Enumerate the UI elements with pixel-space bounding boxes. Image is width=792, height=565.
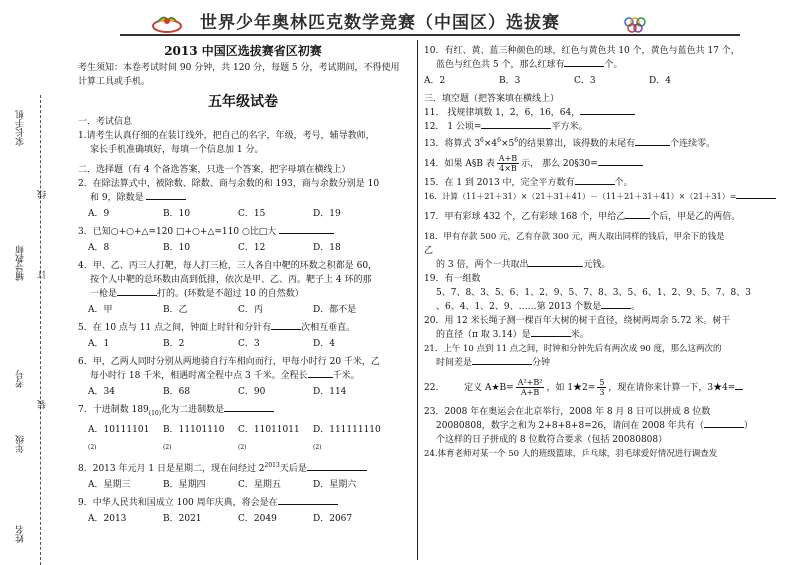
fraction: $\frac{\text{A²+B²}}{A+B}$ xyxy=(517,378,543,397)
option-c[interactable]: C．3 xyxy=(574,76,596,86)
question-9-line-1: 9．中华人民共和国成立 100 周年庆典，将会是在 xyxy=(78,496,408,510)
answer-blank[interactable] xyxy=(635,145,670,146)
question-8-options xyxy=(78,478,408,492)
paper-subtitle: 五年级试卷 xyxy=(208,94,278,110)
answer-blank[interactable] xyxy=(308,377,333,378)
option-c[interactable]: C．丙 xyxy=(238,305,263,315)
section-2-heading: 二．选择题（有 4 个备选答案，只选一个答案，把字母填在横线上） xyxy=(78,165,351,175)
option-b[interactable]: B．10 xyxy=(163,209,191,219)
binding-exam-number-label: 考号 xyxy=(16,370,26,388)
answer-blank[interactable] xyxy=(472,364,532,365)
question-4-line-1: 4．甲、乙、丙三人打靶，每人打三枪，三人各自中靶的环数之积都是 60， xyxy=(78,261,378,271)
option-a[interactable]: A．34 xyxy=(88,387,115,397)
answer-blank[interactable] xyxy=(601,308,631,309)
option-d[interactable]: D．19 xyxy=(313,209,341,219)
answer-blank[interactable] xyxy=(735,389,743,390)
answer-blank[interactable] xyxy=(580,114,635,115)
option-c[interactable]: C．$11011011_{(2)}$ xyxy=(238,424,300,451)
answer-blank[interactable] xyxy=(575,184,615,185)
option-d[interactable]: D．18 xyxy=(313,243,341,253)
option-a[interactable]: A．1 xyxy=(88,339,110,349)
question-17: 17．甲有彩球 432 个，乙有彩球 168 个，甲给乙 个后，甲是乙的两倍。 xyxy=(424,212,741,222)
question-13: 13．将算式 $3^6\times 4^6\times 5^6$的结果算出，该得数的末尾有 个连续零。 xyxy=(424,137,716,149)
question-12: 12． 1 公顷= 平方米。 xyxy=(424,122,588,132)
option-a[interactable]: A．2 xyxy=(424,76,446,86)
answer-blank[interactable] xyxy=(481,128,551,129)
option-a[interactable]: A．星期三 xyxy=(88,479,131,490)
binding-name-label: 姓名 xyxy=(16,525,26,543)
right-column xyxy=(424,44,762,560)
binding-teacher-label: 辅导教师 xyxy=(16,245,26,281)
option-c[interactable]: C．15 xyxy=(238,209,266,219)
question-18-line-2: 乙 xyxy=(424,246,434,256)
question-16: 16．计算（11＋21＋31）×（21＋31＋41）－（11＋21＋31＋41）×（21＋31）= xyxy=(424,190,762,204)
binding-order-label: 订 xyxy=(38,270,48,279)
question-18-line-1: 18．甲有存款 500 元，乙有存款 300 元，两人取出同样的钱后，甲余下的钱是 xyxy=(424,232,725,242)
info-line-1: 1.请考生认真仔细的在装订线外，把自己的名字，年级，考号，辅导教师， xyxy=(78,131,375,141)
answer-blank[interactable] xyxy=(564,66,604,67)
answer-blank[interactable] xyxy=(278,504,338,505)
question-10-line-1: 10．有红、黄、蓝三种颜色的球，红色与黄色共 10 个，黄色与蓝色共 17 个， xyxy=(424,46,740,56)
question-2-line-2: 和 9，除数是 xyxy=(78,191,408,205)
option-c[interactable]: C．3 xyxy=(238,339,260,349)
option-b[interactable]: B．2021 xyxy=(163,513,202,524)
section-1-heading: 一．考试信息 xyxy=(78,117,133,127)
binding-install-label: 装 xyxy=(38,400,48,409)
exam-title: 2013 中国区选拔赛省区初赛 xyxy=(164,44,322,58)
olympiad-logo-right-icon xyxy=(622,14,646,36)
option-d[interactable]: D．114 xyxy=(313,387,347,397)
fraction: $\frac{A+B}{4\times B}$ xyxy=(498,154,518,173)
question-10-options xyxy=(424,74,762,88)
option-c[interactable]: C．12 xyxy=(238,243,266,253)
question-19-line-2: 5、7、8、3、5、6、1、2、9、5、7、8、3、5、6、1、2、9、5、7、8、3 xyxy=(436,288,751,298)
question-7-line-1: 7．十进制数 $189_{(10)}$化为二进制数是 xyxy=(78,403,408,421)
answer-blank[interactable] xyxy=(279,233,334,234)
question-22: 22. 定义 A★B= $\frac{\text{A²+B²}}{A+B}$ ，如 1★2= $\frac{5}{3}$ ，现在请你来计算一下，3★4= xyxy=(424,378,762,397)
question-23-line-1: 23．2008 年在奥运会在北京举行，2008 年 8 月 8 日可以拼成 8 位数 xyxy=(424,407,711,417)
answer-blank[interactable] xyxy=(531,336,571,337)
notice-line-1: 考生须知：本卷考试时间 90 分钟，共 120 分，每题 5 分，考试期间，不得使用 xyxy=(78,63,400,73)
answer-blank[interactable] xyxy=(598,165,643,166)
question-6-line-1: 6．甲，乙两人同时分别从两地骑自行车相向而行，甲每小时行 20 千米，乙 xyxy=(78,357,380,367)
question-6-line-2: 每小时行 18 千米，相遇时离全程中点 3 千米。全程长 千米。 xyxy=(90,371,360,381)
option-d[interactable]: D．$111111110_{(2)}$ xyxy=(313,424,381,451)
answer-blank[interactable] xyxy=(528,266,583,267)
answer-blank[interactable] xyxy=(271,329,301,330)
option-a[interactable]: A．$10111101_{(2)}$ xyxy=(88,424,150,451)
question-23-line-3: 个这样的日子拼成的 8 位数符合要求（包括 20080808） xyxy=(436,435,668,445)
option-d[interactable]: D．4 xyxy=(649,76,671,86)
option-a[interactable]: A．9 xyxy=(88,209,110,219)
section-3-heading: 三．填空题（把答案填在横线上） xyxy=(424,94,560,104)
answer-blank[interactable] xyxy=(736,198,776,199)
option-d[interactable]: D．星期六 xyxy=(313,479,357,490)
question-6-options xyxy=(78,385,408,399)
option-b[interactable]: B．乙 xyxy=(163,305,188,315)
option-a[interactable]: A．甲 xyxy=(88,305,113,315)
option-a[interactable]: A．8 xyxy=(88,243,110,253)
option-c[interactable]: C．星期五 xyxy=(238,479,281,490)
option-a[interactable]: A．2013 xyxy=(88,513,127,524)
question-11: 11． 找规律填数 1，2，6，16，64， xyxy=(424,106,762,120)
notice-line-2: 计算工具或手机。 xyxy=(78,77,151,87)
question-10-line-2: 蓝色与红色共 5 个，那么红球有 个。 xyxy=(436,60,623,70)
option-b[interactable]: B．$11101110_{(2)}$ xyxy=(163,424,225,451)
option-d[interactable]: D．2067 xyxy=(313,513,353,524)
question-20-line-1: 20．用 12 米长绳子测一棵百年大树的树干直径，绕树两周余 5.72 米。树干 xyxy=(424,316,731,326)
answer-blank[interactable] xyxy=(704,427,744,428)
option-b[interactable]: B．2 xyxy=(163,339,185,349)
question-3-options xyxy=(78,241,408,255)
question-15: 15．在 1 到 2013 中，完全平方数有 个。 xyxy=(424,178,633,188)
header-title: 世界少年奥林匹克数学竞赛（中国区）选拔赛 xyxy=(200,13,560,33)
question-19-line-1: 19．有一组数 xyxy=(424,274,481,284)
question-7-options xyxy=(78,423,408,455)
option-b[interactable]: B．3 xyxy=(499,76,521,86)
question-4-line-3: 一枪是 打的。(环数是不超过 10 的自然数） xyxy=(90,289,304,299)
question-19-line-3: 、6、4、1、2、9、……第 2013 个数是 。 xyxy=(436,302,641,312)
question-14: 14．如果 A§B 表 $\frac{A+B}{4\times B}$ 示， 那么 20§30= xyxy=(424,154,762,173)
header-rule xyxy=(120,34,740,36)
left-column xyxy=(78,44,408,560)
question-2-options xyxy=(78,207,408,221)
answer-blank[interactable] xyxy=(224,411,274,412)
question-20-line-2: 的直径（π 取 3.14）是 米。 xyxy=(436,330,589,340)
question-24-line-1: 24.体育老师对某一个 50 人的班级篮球，乒乓球，羽毛球爱好情况进行调查发 xyxy=(424,449,718,459)
olympiad-logo-left-icon xyxy=(150,12,184,34)
answer-blank[interactable] xyxy=(117,295,157,296)
question-18-line-3: 的 3 倍，两个一共取出 元钱。 xyxy=(436,260,611,270)
option-d[interactable]: D．都不是 xyxy=(313,305,357,315)
question-21-line-1: 21．上午 10 点到 11 点之间，时钟和分钟先后有两次成 90 度，那么这两次的 xyxy=(424,344,722,354)
option-b[interactable]: B．星期四 xyxy=(163,479,206,490)
question-2-line-1: 2．在除法算式中，被除数、除数、商与余数的和 193，商与余数分别是 10 xyxy=(78,179,380,189)
question-4-options xyxy=(78,303,408,317)
question-9-options xyxy=(78,512,408,526)
question-5-options xyxy=(78,337,408,351)
option-c[interactable]: C．90 xyxy=(238,387,266,397)
option-b[interactable]: B．10 xyxy=(163,243,191,253)
info-line-2: 家长手机准确填好，每填一个信息加 1 分。 xyxy=(90,145,264,155)
answer-blank[interactable] xyxy=(625,218,650,219)
binding-line-label: 线 xyxy=(38,190,48,199)
answer-blank[interactable] xyxy=(307,470,367,471)
option-b[interactable]: B．68 xyxy=(163,387,191,397)
answer-blank[interactable] xyxy=(146,199,186,200)
binding-parent-phone-label: 家长手机 xyxy=(16,110,26,146)
question-3-line-1: 3．已知○+○+△=120 □+○+△=110 ○比□大 xyxy=(78,225,408,239)
option-c[interactable]: C．2049 xyxy=(238,513,277,524)
question-21-line-2: 时间差是 分钟 xyxy=(436,358,551,368)
question-5-line-1: 5．在 10 点与 11 点之间，钟面上时针和分针有 次相互垂直。 xyxy=(78,323,356,333)
binding-dashed-line xyxy=(40,95,42,565)
binding-grade-label: 年级 xyxy=(16,435,26,453)
binding-margin xyxy=(0,40,60,560)
question-4-line-2: 按个人中靶的总环数由高到低排，依次是甲、乙、丙。靶子上 4 环的那 xyxy=(90,275,372,285)
fraction: $\frac{5}{3}$ xyxy=(599,378,605,397)
option-d[interactable]: D．4 xyxy=(313,339,335,349)
column-divider xyxy=(417,40,418,560)
question-23-line-2: 20080808，数字之和为 2+8+8+8=26，请问在 2008 年共有（ ） xyxy=(436,421,753,431)
question-8-line-1: 8．2013 年元月 1 日是星期二，现在问经过 $2^{2013}$天后是 xyxy=(78,459,408,476)
